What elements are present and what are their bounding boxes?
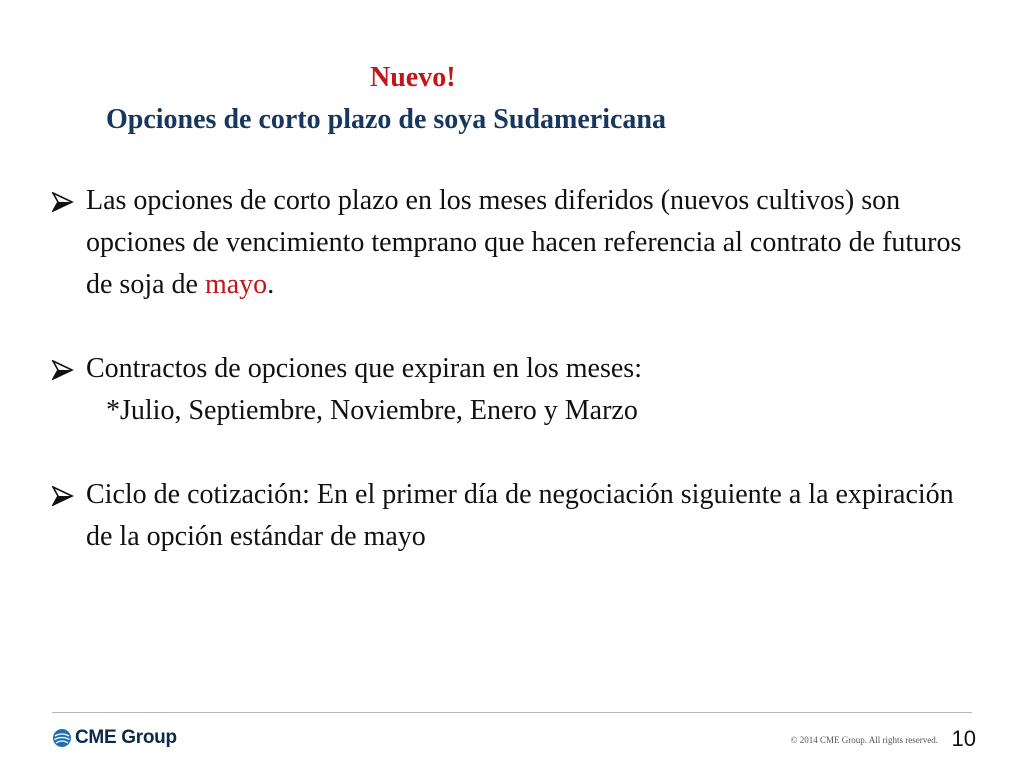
- bullet-text: Las opciones de corto plazo en los meses diferidos (nuevos cultivos) son opciones de vencimiento temprano que hacen referencia al contrato de futuros de soja de: [86, 185, 962, 300]
- slide-title: Opciones de corto plazo de soya Sudamericana: [106, 104, 666, 135]
- copyright-notice: © 2014 CME Group. All rights reserved.: [790, 735, 938, 745]
- arrow-bullet-icon: [52, 360, 74, 380]
- page-number: 10: [951, 726, 976, 751]
- bullet-text: Contractos de opciones que expiran en los meses:: [86, 353, 642, 384]
- slide-title-tag: Nuevo!: [370, 62, 456, 93]
- bullet-list: [52, 180, 982, 558]
- bullet-item: [52, 474, 982, 558]
- bullet-subtext: *Julio, Septiembre, Noviembre, Enero y Marzo: [106, 395, 638, 426]
- logo-text: CME Group: [75, 727, 177, 748]
- arrow-bullet-icon: [52, 486, 74, 506]
- footer-divider: [52, 712, 972, 713]
- bullet-item: [52, 348, 982, 432]
- arrow-bullet-icon: [52, 192, 74, 212]
- bullet-text: Ciclo de cotización: En el primer día de negociación siguiente a la expiración de la opción estándar de mayo: [86, 479, 954, 552]
- bullet-highlight: mayo: [204, 269, 268, 300]
- bullet-item: [52, 180, 982, 306]
- cme-globe-icon: [52, 728, 72, 748]
- cme-group-logo: [52, 727, 177, 749]
- bullet-text-end: .: [267, 269, 275, 300]
